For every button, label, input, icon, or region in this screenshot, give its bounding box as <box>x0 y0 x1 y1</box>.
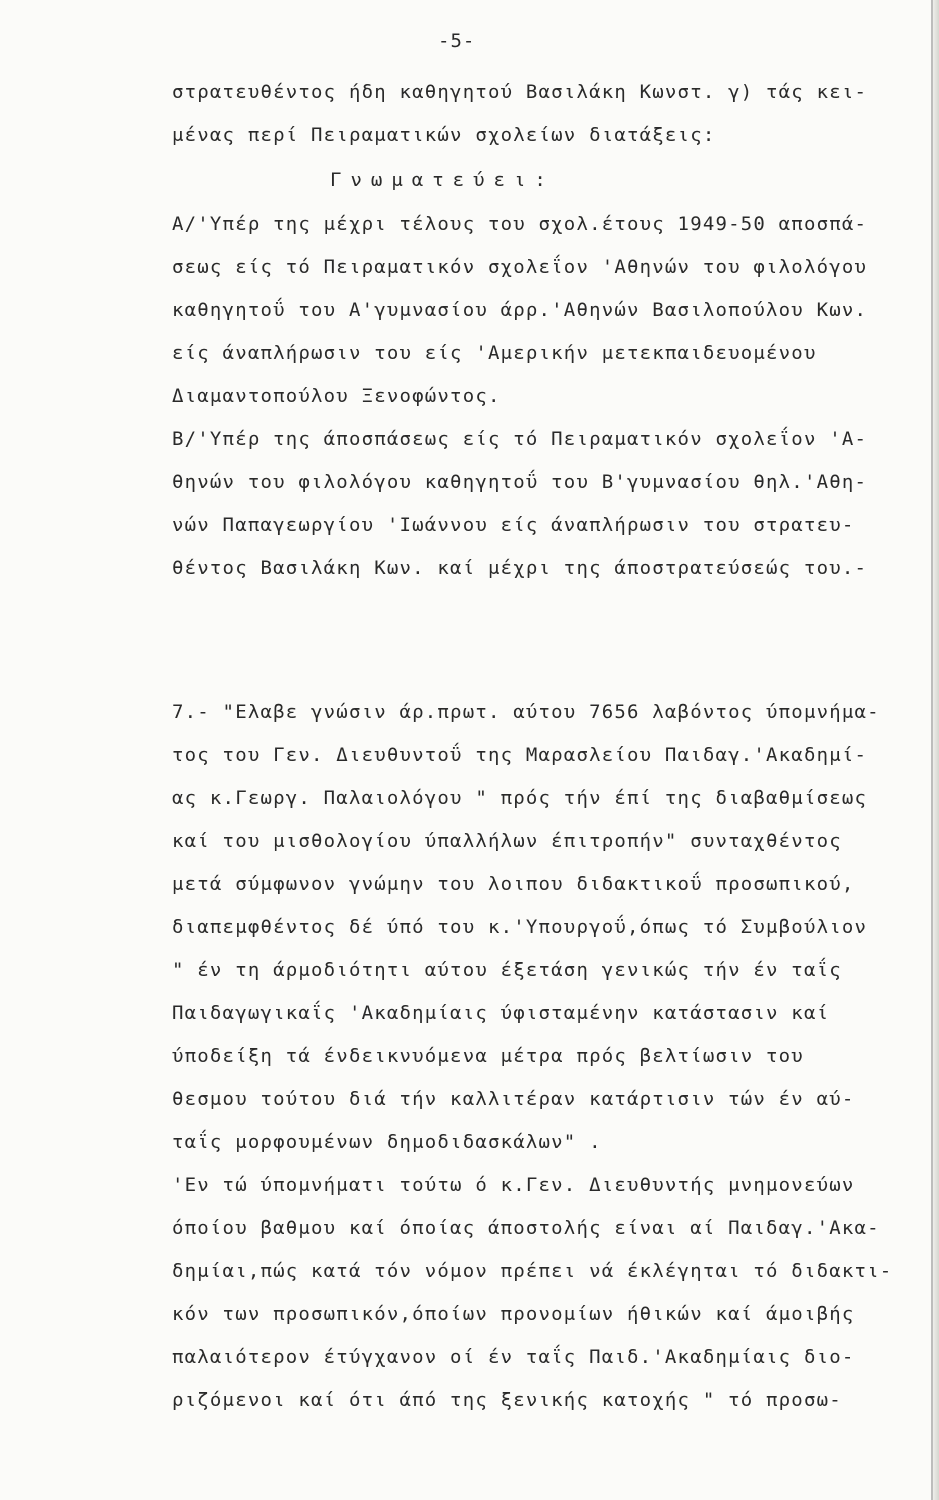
text-line: θεσμου τούτου διά τήν καλλιτέραν κατάρτισιν τών έν αύ- <box>172 1088 855 1110</box>
page-edge-shadow <box>933 0 939 1500</box>
text-line: ταΐς μορφουμένων δημοδιδασκάλων" . <box>172 1131 602 1153</box>
text-line: 'Εν τώ ύπομνήματι τούτω ό κ.Γεν. Διευθυντής μνημονεύων <box>172 1174 855 1196</box>
text-line: μετά σύμφωνον γνώμην του λοιπου διδακτικοΰ προσωπικού, <box>172 873 855 895</box>
text-line: ας κ.Γεωργ. Παλαιολόγου " πρός τήν έπί της διαβαθμίσεως <box>172 787 868 809</box>
text-line: στρατευθέντος ήδη καθηγητού Βασιλάκη Κωνστ. γ) τάς κει- <box>172 81 868 103</box>
text-line: κόν των προσωπικόν,όποίων προνομίων ήθικών καί άμοιβής <box>172 1303 855 1325</box>
page-number: -5- <box>438 30 476 52</box>
text-line: καθηγητοΰ του Α'γυμνασίου άρρ.'Αθηνών Βασιλοπούλου Κων. <box>172 299 868 321</box>
text-line: καί του μισθολογίου ύπαλλήλων έπιτροπήν" συνταχθέντος <box>172 830 842 852</box>
text-line: ύποδείξη τά ένδεικνυόμενα μέτρα πρός βελτίωσιν του <box>172 1045 804 1067</box>
text-line: ριζόμενοι καί ότι άπό της ξενικής κατοχής " τό προσω- <box>172 1389 842 1411</box>
page-edge-line <box>931 0 933 1500</box>
text-line: Α/'Υπέρ της μέχρι τέλους του σχολ.έτους 1949-50 αποσπά- <box>172 213 868 235</box>
text-line: 7.- "Ελαβε γνώσιν άρ.πρωτ. αύτου 7656 λαβόντος ύπομνήμα- <box>172 701 880 723</box>
text-line: διαπεμφθέντος δέ ύπό του κ.'Υπουργοΰ,όπως τό Συμβούλιον <box>172 916 868 938</box>
text-line: νών Παπαγεωργίου 'Ιωάννου είς άναπλήρωσιν του στρατευ- <box>172 514 855 536</box>
text-line: Παιδαγωγικαΐς 'Ακαδημίαις ύφισταμένην κατάστασιν καί <box>172 1002 830 1024</box>
text-line: όποίου βαθμου καί όποίας άποστολής είναι αί Παιδαγ.'Ακα- <box>172 1217 880 1239</box>
text-line: σεως είς τό Πειραματικόν σχολεΐον 'Αθηνών του φιλολόγου <box>172 256 868 278</box>
text-line: τος του Γεν. Διευθυντοΰ της Μαρασλείου Παιδαγ.'Ακαδημί- <box>172 744 868 766</box>
text-line: δημίαι,πώς κατά τόν νόμον πρέπει νά έκλέγηται τό διδακτι- <box>172 1260 893 1282</box>
text-line: θηνών του φιλολόγου καθηγητοΰ του Β'γυμνασίου θηλ.'Αθη- <box>172 471 868 493</box>
text-line: Β/'Υπέρ της άποσπάσεως είς τό Πειραματικόν σχολεΐον 'Α- <box>172 428 868 450</box>
text-line: " έν τη άρμοδιότητι αύτου έξετάση γενικώς τήν έν ταΐς <box>172 959 842 981</box>
text-line: είς άναπλήρωσιν του είς 'Αμερικήν μετεκπαιδευομένου <box>172 342 817 364</box>
section-heading: Γνωματεύει: <box>330 169 555 191</box>
text-line: παλαιότερον έτύγχανον οί έν ταΐς Παιδ.'Ακαδημίαις διο- <box>172 1346 855 1368</box>
text-line: μένας περί Πειραματικών σχολείων διατάξεις: <box>172 124 716 146</box>
text-line: Διαμαντοπούλου Ξενοφώντος. <box>172 385 501 407</box>
text-line: θέντος Βασιλάκη Κων. καί μέχρι της άποστρατεύσεώς του.- <box>172 557 868 579</box>
